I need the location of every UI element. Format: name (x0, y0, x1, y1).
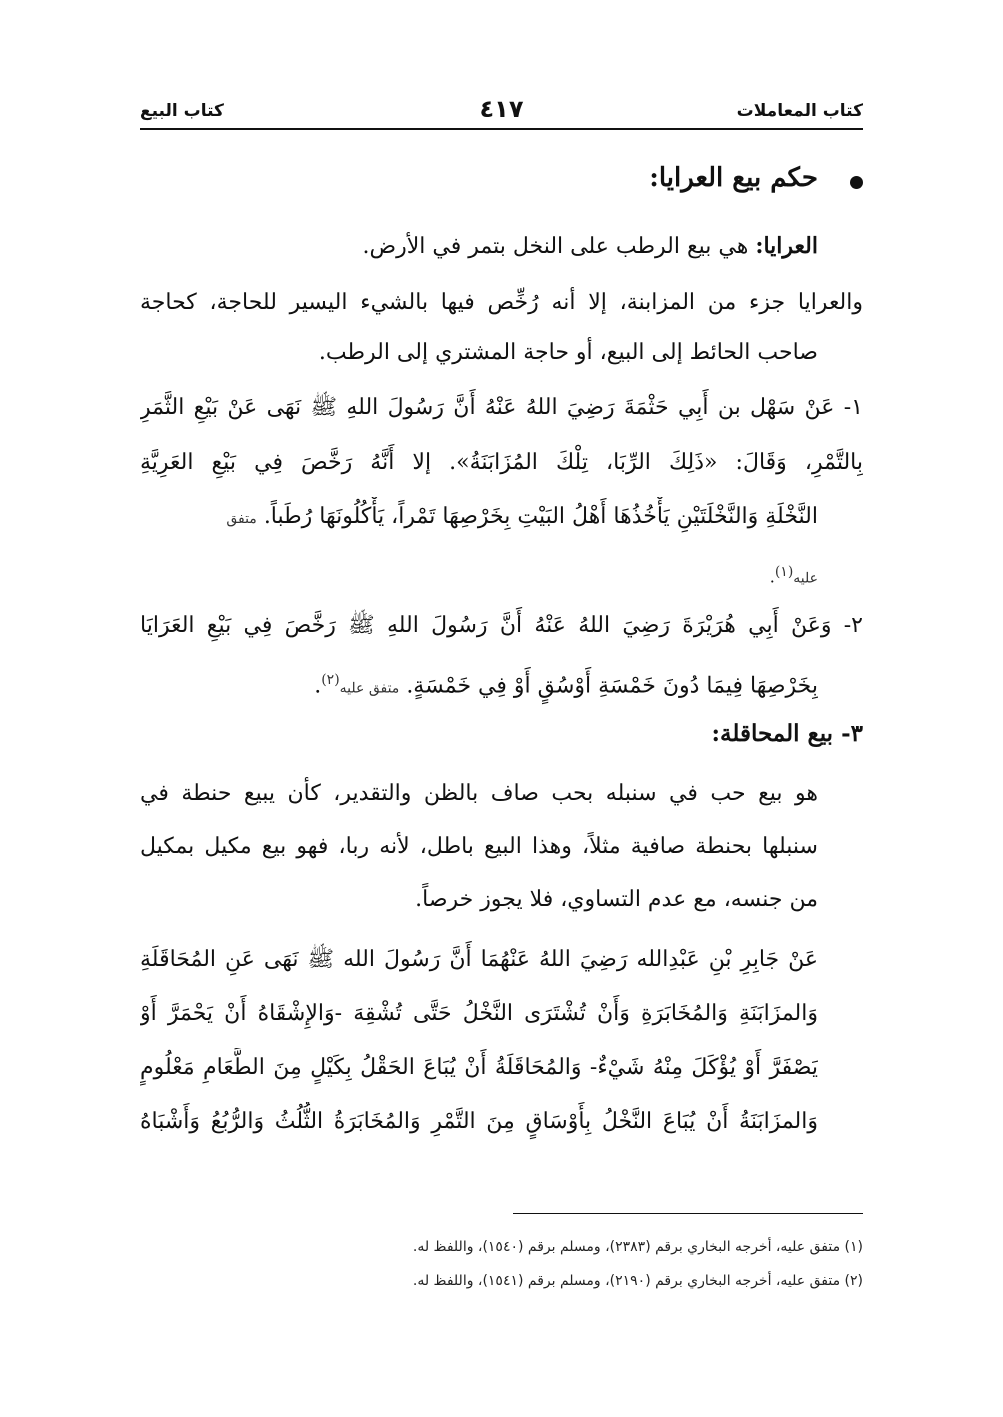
hadith-line: عَنْ جَابِرِ بْنِ عَبْدِالله رَضِيَ اللهُ عَنْهُمَا أَنَّ رَسُولَ الله ﷺ نَهَى عَنِ المُحَاقَلَةِ (140, 947, 818, 972)
header-rule (140, 128, 863, 130)
hadith-line: بِخَرْصِهَا فِيمَا دُونَ خَمْسَةِ أَوْسُقٍ أَوْ فِي خَمْسَةٍ. متفق عليه$^{(٢)}$. (314, 672, 818, 699)
book-title: كتاب المعاملات (736, 101, 863, 121)
hadith-line: ٢- وَعَنْ أَبِي هُرَيْرَةَ رَضِيَ اللهُ عَنْهُ أَنَّ رَسُولَ اللهِ ﷺ رَخَّصَ فِي بَيْعِ العَرَايَا (140, 613, 863, 638)
hadith-text: النَّخْلَةِ وَالنَّخْلَتَيْنِ يَأْخُذُهَا أَهْلُ البَيْتِ بِخَرْصِهَا تَمْراً، يَأْكُلُونَهَا رُطَباً. (263, 504, 818, 529)
hadith-line: يَصْفَرَّ أَوْ يُؤْكَلَ مِنْهُ شَيْءٌ- وَالمُحَاقَلَةُ أَنْ يُبَاعَ الحَقْلُ بِكَيْلٍ مِنَ الطَّعَامِ مَعْلُومٍ (140, 1055, 818, 1080)
subsection-title: ٣- بيع المحاقلة: (711, 720, 863, 747)
footnote: (١) متفق عليه، أخرجه البخاري برقم (٢٣٨٣)، ومسلم برقم (١٥٤٠)، واللفظ له. (412, 1239, 863, 1255)
page-number: ٤١٧ (479, 95, 524, 123)
definition-text: هي بيع الرطب على النخل بتمر في الأرض. (362, 234, 749, 259)
hadith-source: متفق (226, 511, 257, 527)
hadith-source-end: عليه (793, 570, 818, 587)
hadith-line (140, 497, 818, 539)
running-header (140, 95, 863, 129)
definition-line (140, 226, 818, 267)
hadith-line: وَالمزَابَنَةُ أَنْ يُبَاعَ النَّخْلُ بِأَوْسَاقٍ مِنَ التَّمْرِ وَالمُخَابَرَةُ الثُّلُثُ وَالرُّبُعُ وَأَشْبَاهُ (140, 1109, 818, 1134)
chapter-title: كتاب البيع (140, 101, 224, 121)
hadith-line: وَالمزَابَنَةِ وَالمُخَابَرَةِ وَأَنْ تُشْتَرَى النَّخْلُ حَتَّى تُشْقِهَ -وَالإِشْقَاهُ أَنْ يَحْمَرَّ أَوْ (140, 1001, 818, 1026)
paragraph-line: سنبلها بحنطة صافية مثلاً، وهذا البيع باطل، لأنه ربا، فهو بيع مكيل بمكيل (140, 834, 818, 859)
bullet-icon (850, 176, 863, 189)
paragraph-line: من جنسه، مع عدم التساوي، فلا يجوز خرصاً. (415, 887, 818, 912)
hadith-line: بِالتَّمْرِ، وَقَالَ: «ذَلِكَ الرِّبَا، تِلْكَ المُزَابَنَةُ». إلا أَنَّهُ رَخَّصَ فِي بَيْعِ العَرِيَّةِ (140, 450, 863, 475)
explanation-line: والعرايا جزء من المزابنة، إلا أنه رُخِّص فيها بالشيء اليسير للحاجة، كحاجة (140, 290, 863, 315)
hadith-source-line: عليه$^{(١)}$. (769, 564, 818, 587)
footnote: (٢) متفق عليه، أخرجه البخاري برقم (٢١٩٠)، ومسلم برقم (١٥٤١)، واللفظ له. (412, 1273, 863, 1289)
hadith-line: ١- عَنْ سَهْل بن أَبِي حَثْمَةَ رَضِيَ اللهُ عَنْهُ أَنَّ رَسُولَ اللهِ ﷺ نَهَى عَنْ بَيْعِ الثَّمَرِ (140, 395, 863, 420)
footnote-ref[interactable]: (٢) (321, 672, 340, 688)
paragraph-line: هو بيع حب في سنبله بحب صاف بالظن والتقدير، كأن يبيع حنطة في (140, 781, 818, 806)
hadith-text: بِخَرْصِهَا فِيمَا دُونَ خَمْسَةِ أَوْسُقٍ أَوْ فِي خَمْسَةٍ. (406, 673, 818, 699)
hadith-source: متفق عليه (339, 680, 400, 697)
explanation-line: صاحب الحائط إلى البيع، أو حاجة المشتري إلى الرطب. (318, 340, 818, 365)
definition-term: العرايا: (755, 233, 818, 259)
footnote-rule (513, 1213, 863, 1214)
footnote-ref[interactable]: (١) (774, 564, 794, 580)
section-title: حكم بيع العرايا: (649, 163, 818, 193)
